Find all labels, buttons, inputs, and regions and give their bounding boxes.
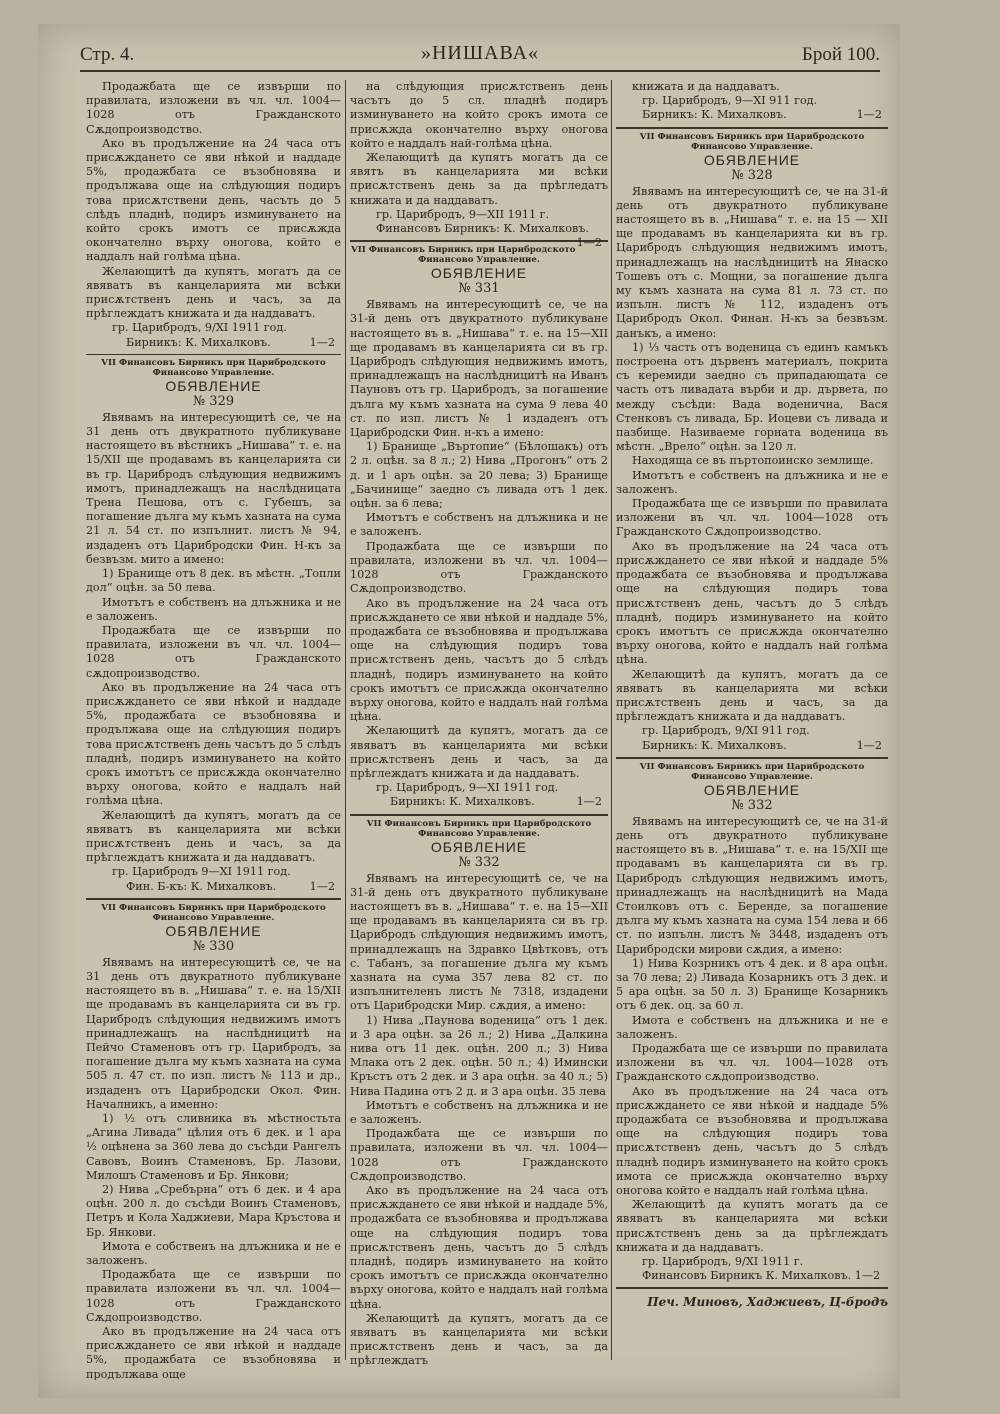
paragraph: Желающитѣ да купятъ, могатъ да се явяватъ въ канцеларията ми всѣки присѫтственъ день и часъ, за да прѣглеждатъ книжата и да наддаватъ. (86, 808, 341, 865)
notice-issuer: VII Финансовъ Бирникъ при Царибродското Финансово Управление. (101, 357, 326, 378)
column-rule (611, 80, 612, 1360)
divider (350, 240, 608, 242)
notice-number: № 330 (192, 938, 235, 954)
paragraph: Явявамъ на интересующитѣ се, че на 31-й день отъ двукратното публикуване настоящето въ в. „Нишава“ т. е. на 15/XII ще продавамъ въ канцеларията си въ гр. Царибродъ слѣдующия недвижимъ имотъ, принадлежащъ на наслѣдницитѣ на Мада Стоилковъ отъ с. Беренде, за погашение дълга му къмъ хазната на сума 154 лева и 66 ст. по изпълн. листъ № 3448, издаденъ отъ Царибродски мирови сѫдия, а имено: (616, 814, 888, 956)
paragraph: 1) ½ отъ сливника въ мѣстностьта „Агина Ливада“ цѣлия отъ 6 дек. и 1 ара ½ оцѣнена за 360 лева до съсѣди Рангелъ Савовъ, Воинъ Стаменовъ, Бр. Лазови, Милошъ Стаменовъ и Бр. Янкови; (86, 1112, 341, 1182)
notice-insertion-count: 1—2 (856, 108, 882, 122)
paragraph: Продажбата ще се извърши по правилата изложени въ чл. чл. 1004—1028 отъ Гражданското Сѫдопроизводство. (616, 497, 888, 539)
notice-place-date: гр. Царибродъ, 9/XI 911 год. (642, 724, 810, 738)
paragraph: Явявамъ на интересующитѣ се, че на 31-й день отъ двукратното публикуване настоящето въ в. „Нишава“ т. е. на 15 — XII ще продавамъ въ канцеларията ки въ гр. Царибродъ слѣдующия недвижимъ имотъ, принадлежащъ на наслѣдницитѣ на Янаско Тошевъ отъ с. Мощни, за погашение дълга му къмъ хазната на сума 81 л. 73 ст. по изпълн. листъ № 112, издаденъ отъ Царибродъ Окол. Финан. Н-къ за безвъзм. данъкъ, а имено: (616, 184, 888, 340)
notice-continuation (350, 80, 608, 250)
notice-insertion-count: 1—2 (856, 738, 882, 752)
notice-signature: Бирникъ: К. Михалковъ. (390, 795, 535, 809)
paragraph: Имота е собственъ на длъжника и не е заложенъ. (86, 1239, 341, 1268)
notice-insertion-count: 1—2 (309, 335, 335, 349)
paragraph: Ако въ продължение на 24 часа отъ присѫждането се яви нѣкой и наддаде 5% продажбата се възобновява и продължава още на слѣдующия подиръ това присѫтственъ день, часътъ до 5 слѣдъ пладнѣ подиръ изминуването на който срокъ имота се присѫжда окончателно върху оногова който е наддалъ най голѣма цѣна. (616, 1084, 888, 1198)
paragraph: Явявамъ на интересующитѣ се, че на 31-й день отъ двукратното публикуване настоящетъ въ в. „Нишава“ т. е. на 15—XII ще продавамъ въ канцеларията си въ гр. Царибродъ слѣдующия недвижимъ имотъ, принадлежащъ на Здравко Цвѣтковъ, отъ с. Табанъ, за погашение дълга му къмъ хазната на сума 357 лева 82 ст. по изпълнителенъ листъ № 7318, издадени отъ Царибродски Мир. сѫдия, а имено: (350, 871, 608, 1013)
paragraph: Находяща се въ пъртопоинско землище. (632, 454, 874, 468)
paragraph: Продажбата ще се извърши по правилата, изложени въ чл. чл. 1004—1028 отъ Гражданското Сѫдопроизводство. (86, 80, 341, 136)
paragraph: Имотътъ е собственъ на длъжника и не е заложенъ. (86, 595, 341, 623)
notice-insertion-count: 1—2 (576, 795, 602, 809)
page-number: Стр. 4. (80, 44, 135, 65)
paragraph: 1) Бранище „Въртопие“ (Бѣлошакъ) отъ 2 л. оцѣн. за 8 л.; 2) Нива „Прогонъ“ отъ 2 д. и 1 аръ оцѣн. за 20 лева; 3) Бранище „Бачинище“ заедно съ ливада отъ 1 дек. оцѣн. за 6 лева; (350, 440, 608, 511)
notice-place-date: гр. Царибродъ, 9/XI 1911 г. (642, 1255, 804, 1269)
column-2 (350, 80, 608, 1380)
notice-title: ОБЯВЛЕНИЕ (703, 151, 801, 168)
paragraph: Ако въ продължение на 24 часа отъ присѫждането се яви нѣкой и наддаде 5% продажбата се възобновява и продължава още на слѣдующия подиръ това присѫтственъ день, часътъ до 5 слѣдъ пладнѣ, подиръ изминуването на който срокъ имотътъ се присѫжда окончателно върху оногова, който е наддалъ най голѣма цѣна. (616, 539, 888, 667)
notice-332-b (616, 762, 888, 1284)
paragraph: Ако въ продължение на 24 часа отъ присѫждането се яви нѣкой и наддаде 5%, продажбата се възобновява и продължава още (86, 1325, 341, 1380)
paragraph: Продажбата ще се извърши по правилата, изложени въ чл. чл. 1004—1028 отъ Гражданското Сѫдопроизводство. (350, 539, 608, 596)
notice-328 (616, 132, 888, 753)
newspaper-name: »НИШАВА« (420, 42, 540, 64)
paragraph: Желающитѣ да купятъ, могатъ да се явяватъ въ канцеларията ми всѣки присѫтственъ день и часъ, за да прѣглеждатъ книжата и да наддаватъ. (350, 724, 608, 780)
paragraph: Ако въ продължение на 24 часа отъ присѫждането се яви нѣкой и наддаде 5%, продажбата се възобновява и продължава още на слѣдующия подиръ това присѫтственъ день, часътъ до 5 слѣдъ пладнѣ, подиръ изминуването на който срокъ имотътъ се присѫжда окончателно върху оногова, който е наддалъ най голѣма цѣна. (350, 596, 608, 724)
divider (616, 757, 888, 759)
paragraph: Имотътъ е собственъ на длъжника и не е заложенъ. (350, 1098, 608, 1126)
notice-title: ОБЯВЛЕНИЕ (703, 781, 801, 798)
notice-signature: Бирникъ: К. Михалковъ. (642, 108, 787, 122)
paragraph: Явявамъ на интересующитѣ се, че на 31-й день отъ двукратното публикуване настоящето въ в. „Нишава“ т. е. на 15—XII ще продавамъ въ канцеларията си въ гр. Царибродъ слѣдующия недвижимъ имотъ, принадлежащъ на наслѣдницитѣ на Иванъ Пауновъ отъ гр. Царибродъ, за погашение дълга му къмъ хазната на сума 9 лева 40 ст. по изп. листъ № 1 издаденъ отъ Царибродски Фин. н-къ а имено: (350, 298, 608, 440)
column-3 (616, 80, 888, 1380)
issue-number: Брой 100. (801, 44, 880, 65)
paragraph: на слѣдующия присѫтственъ день часътъ до 5 сл. пладнѣ подиръ изминуването на който срокъ имота се присѫжда окончателно върху оногова който е наддалъ най-голѣма цѣна. (350, 80, 608, 150)
notice-place-date: гр. Царибродъ, 9—XI 911 год. (642, 94, 818, 108)
divider (86, 354, 341, 355)
paragraph: Желающитѣ да купятъ, могатъ да се явяватъ въ канцеларията ми всѣки присѫтственъ день и часъ, за да прѣглеждатъ книжата и да наддаватъ. (616, 667, 888, 724)
notice-place-date: гр. Царибродъ, 9—XI 1911 год. (376, 781, 559, 795)
divider (616, 127, 888, 129)
paragraph: 2) Нива „Сребърна“ отъ 6 дек. и 4 ара оцѣн. 200 л. до съсѣди Воинъ Стаменовъ, Петръ и Кола Хаджиеви, Мара Кръстова и Бр. Янкови. (86, 1183, 341, 1239)
notice-insertion-count: 1—2 (854, 1269, 881, 1283)
notice-number: № 328 (731, 167, 773, 183)
notice-place-date: гр. Царибродъ, 9—XII 1911 г. (376, 207, 550, 221)
notice-signature: Бирникъ: К. Михалковъ. (126, 335, 271, 349)
paragraph: Имота е собственъ на длъжника и не е заложенъ. (616, 1013, 888, 1041)
paragraph: Явявамъ на интересующитѣ се, че на 31 день отъ двукратното публикуване настоящето въ вѣстникъ „Нишава“ т. е. на 15/XII ще продавамъ въ канцеларията си въ гр. Царибродъ слѣдующия недвижимъ имотъ, принадлежащъ на наслѣдницата Трена Пешова, отъ с. Губешъ, за погашение дълга му къмъ хазната на сума 21 л. 54 ст. по изпълнит. листъ № 94, издаденъ отъ Царибродски Фин. Н-къ за безвъзм. мито а имено: (86, 410, 341, 566)
paragraph: Ако въ продължение на 24 часа отъ присѫждането се яви нѣкой и наддаде 5%, продажбата се възобновява и продължава още на слѣдующия подиръ това присѫтственъ день, часътъ до 5 слѣдъ пладнѣ, подиръ изминуването на който срокъ имотътъ се присѫжда окончателно върху оногова, който е наддалъ най голѣма цѣна. (350, 1184, 608, 1311)
paragraph: Явявамъ на интересующитѣ се, че на 31 день отъ двукратното публикуване настоящето въ в. „Нишава“ т. е. на 15/XII ще продавамъ въ канцеларията си въ гр. Царибродъ слѣдующия недвижимъ имотъ принадлежащъ на наслѣдницитѣ на Пейчо Стаменовъ отъ гр. Царибродъ, за погашение дълга му къмъ хазната на сума 505 л. 47 ст. по изп. листъ № 113 и др., издаденъ отъ Царибродски Окол. Фин. Началникъ, а именно: (86, 955, 341, 1111)
divider (86, 898, 341, 900)
paragraph: Продажбата ще се извърши по правилата, изложени въ чл. чл. 1004—1028 отъ Гражданското Сѫдопроизводство. (350, 1127, 608, 1183)
notice-number: № 332 (458, 854, 500, 870)
paragraph: Продажбата ще се извърши по правилата, изложени въ чл. чл. 1004—1028 отъ Гражданското сѫдопроизводство. (86, 623, 341, 680)
notice-number: № 329 (192, 393, 235, 409)
divider (350, 814, 608, 816)
notice-signature: Бирникъ: К. Михалковъ. (642, 738, 787, 752)
notice-continuation (616, 80, 888, 123)
paragraph: Ако въ продължение на 24 часа отъ присѫждането се яви нѣкой и наддаде 5%, продажбата се възобновява и продължава още на слѣдующия подиръ това присѫтственъ день часътъ до 5 слѣдъ пладнѣ, подиръ изминуването на който срокъ имотътъ се присѫжда окончателно върху оногова, който е наддалъ най голѣма цѣна. (86, 680, 341, 808)
paragraph: 1) Бранище отъ 8 дек. въ мѣстн. „Топли дол“ оцѣн. за 50 лева. (86, 567, 341, 595)
paragraph: Имотътъ е собственъ на длъжника и не е заложенъ. (616, 468, 888, 496)
notice-title: ОБЯВЛЕНИЕ (165, 922, 262, 939)
paragraph: Ако въ продължение на 24 часа отъ присѫждането се яви нѣкой и наддаде 5%, продажбата се възобновява и продължава още на слѣдующия подиръ това присѫтствени день, часъть до 5 слѣдъ пладнѣ, подиръ изминуването на който срокъ имотъ се присѫжда окончателно върху оногова, който е наддалъ най голѣма цѣна. (86, 136, 341, 264)
divider (616, 1287, 888, 1289)
column-rule (345, 80, 346, 1360)
notice-insertion-count: 1—2 (576, 236, 602, 250)
notice-place-date: гр. Царибродъ, 9/XI 1911 год. (112, 321, 287, 335)
paragraph: 1) Нива „Паунова воденица“ отъ 1 дек. и 3 ара оцѣн. за 26 л.; 2) Нива „Далкина нива отъ 11 дек. оцѣн. 200 л.; 3) Нива Млака отъ 2 дек. оцѣн. 50 л.; 4) Имински Кръстъ отъ 2 дек. и 3 ара оцѣн. за 40 л.; 5) Нива Падина отъ 2 д. и 3 ара оцѣн. 35 лева (350, 1013, 608, 1098)
paragraph: книжата и да наддаватъ. (632, 80, 780, 93)
masthead (80, 40, 880, 72)
notice-number: № 332 (731, 797, 773, 813)
paragraph: Продажбата ще се извърши по правилата изложени въ чл. чл. 1004—1028 отъ Гражданското сѫдопроизводство. (616, 1041, 888, 1084)
notice-330 (86, 903, 341, 1380)
notice-issuer: VII Финансовъ Бирникъ при Царибродското Финансово Управление. (101, 902, 326, 923)
notice-signature: Финансовъ Бирникъ К. Михалковъ. (642, 1269, 852, 1283)
notice-title: ОБЯВЛЕНИЕ (430, 838, 528, 855)
paragraph: Желающитѣ да купятъ, могатъ да се явяватъ въ канцеларията ми всѣки присѫтственъ день и часъ, за да прѣглеждатъ книжата и да наддаватъ. (86, 264, 341, 321)
notice-329 (86, 358, 341, 894)
paragraph: Желающитѣ да купятъ могатъ да се явятъ въ канцеларията ми всѣки присѫтственъ день за да прѣгледатъ книжата и да наддаватъ. (350, 151, 608, 207)
notice-issuer: VII Финансовъ Бирникъ при Царибродското Финансово Управление. (639, 761, 865, 782)
notice-insertion-count: 1—2 (309, 879, 335, 893)
notice-332 (350, 819, 608, 1369)
printer-imprint: Печ. Миновъ, Хаджиевъ, Ц-бродъ (647, 1295, 888, 1310)
paragraph: Продажбата ще се извърши по правилата изложени въ чл. чл. 1004—1028 отъ Гражданското Сѫдопроизводство. (86, 1268, 341, 1324)
notice-number: № 331 (458, 281, 500, 297)
paragraph: Имотътъ е собственъ на длъжника и не е заложенъ. (350, 511, 608, 539)
notice-signature: Фин. Б-къ: К. Михалковъ. (126, 879, 277, 893)
notice-place-date: гр. Царибродъ 9—XI 1911 год. (112, 865, 291, 879)
notice-title: ОБЯВЛЕНИЕ (165, 377, 262, 394)
notice-issuer: VII Финансовъ Бирникъ при Царибродското Финансово Управление. (639, 131, 865, 152)
paragraph: Желающитѣ да купятъ, могатъ да се явяватъ въ канцеларията ми всѣки присѫтственъ день и часъ, за да прѣглеждатъ (350, 1311, 608, 1368)
notice-issuer: VII Финансовъ Бирникъ при Царибродското Финансово Управление. (366, 818, 592, 839)
column-1 (86, 80, 341, 1380)
notice-signature: Финансовъ Бирникъ: К. Михалковъ. (376, 222, 589, 236)
paragraph: 1) Нива Козрникъ отъ 4 дек. и 8 ара оцѣн. за 70 лева; 2) Ливада Козарникъ отъ 3 дек. и 5 ара оцѣн. за 50 л. 3) Бранище Козарникъ отъ 6 дек. оц. за 60 л. (616, 956, 888, 1013)
notice-title: ОБЯВЛЕНИЕ (430, 265, 528, 282)
paragraph: 1) ⅓ часть отъ воденица съ единъ камъкъ построена отъ дървенъ материалъ, покрита съ керемиди заедно съ припадающата се часть отъ ливадата върби и др. дървета, по между съсѣди: Вада воденична, Вася Стенковъ съ ливада, Бр. Иоцеви съ ливада и пазбище. Називаеме горната воденица въ мѣстн. „Врело“ оцѣн. за 120 л. (616, 340, 888, 454)
notice-continuation (86, 80, 341, 350)
paragraph: Желающитѣ да купятъ могатъ да се явяватъ въ канцеларията ми всѣки присѫтственъ день за да прѣглеждатъ книжата и да наддаватъ. (616, 1198, 888, 1254)
notice-issuer: VII Финансовъ Бирникъ при Царибродското Финансово Управление. (351, 245, 576, 266)
notice-331 (350, 245, 608, 809)
